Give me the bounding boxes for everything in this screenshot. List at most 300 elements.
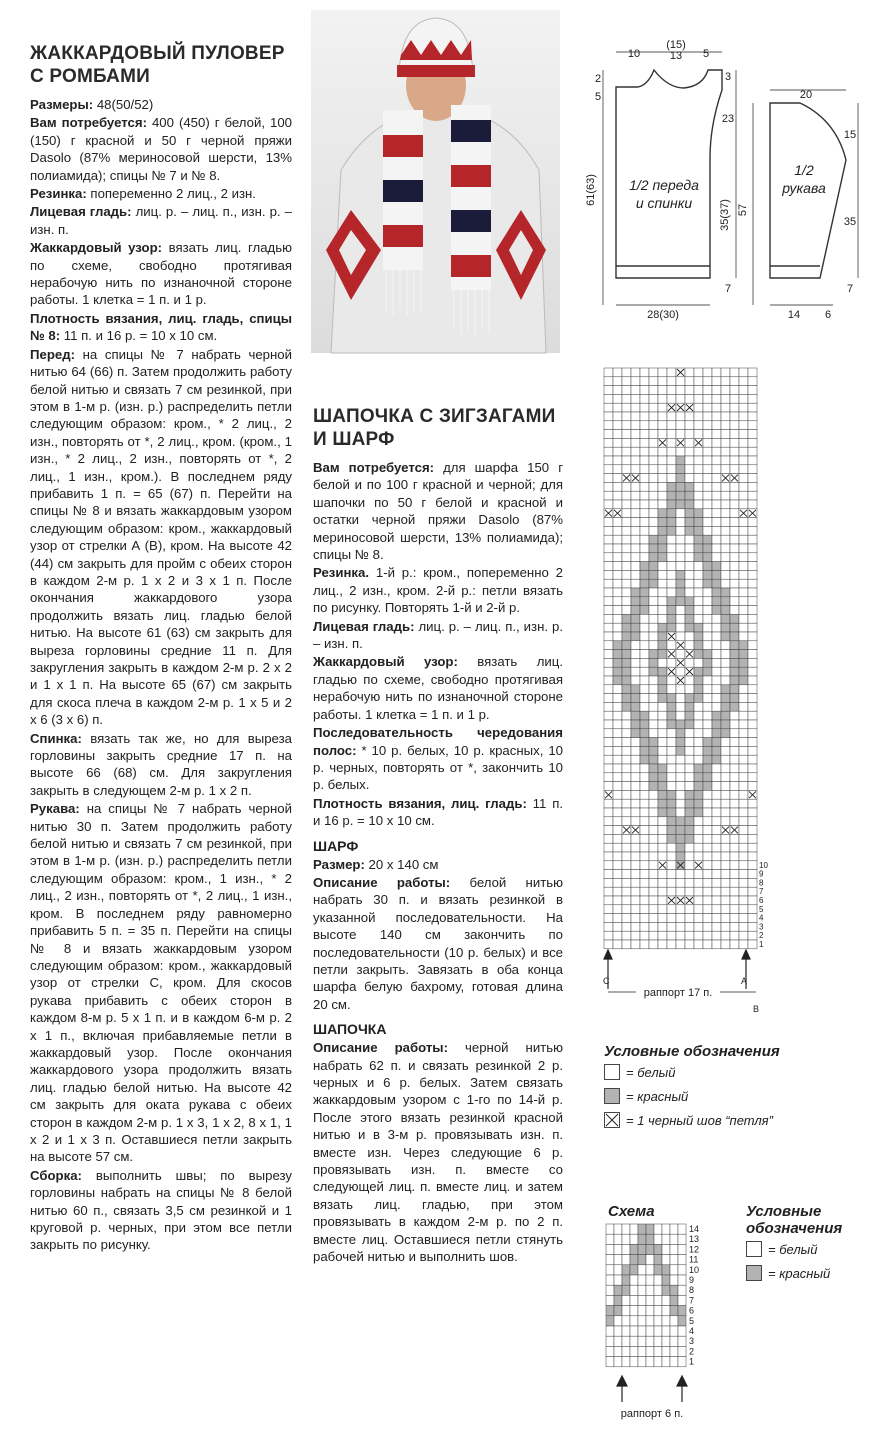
chart2-cell <box>662 1224 670 1234</box>
chart-cell <box>748 738 757 747</box>
chart-cell <box>604 562 613 571</box>
chart-cell <box>703 500 712 509</box>
chart-cell <box>640 834 649 843</box>
chart-cell <box>649 394 658 403</box>
chart-cell <box>604 817 613 826</box>
chart-cell <box>658 394 667 403</box>
chart-cell <box>631 500 640 509</box>
chart-cell <box>667 465 676 474</box>
chart2-cell <box>606 1265 614 1275</box>
chart-cell <box>739 878 748 887</box>
chart-cell <box>721 570 730 579</box>
chart-cell <box>712 650 721 659</box>
chart-cell <box>676 430 685 439</box>
chart-cell <box>640 421 649 430</box>
hat-jacquard-para <box>313 653 563 723</box>
chart-cell <box>604 729 613 738</box>
chart-cell <box>640 641 649 650</box>
chart-cell <box>640 764 649 773</box>
chart2-cell <box>662 1336 670 1346</box>
chart-cell <box>667 606 676 615</box>
chart-cell <box>694 887 703 896</box>
chart-cell <box>730 456 739 465</box>
chart-cell <box>658 544 667 553</box>
chart-cell <box>676 518 685 527</box>
chart2-cell <box>662 1234 670 1244</box>
chart-cell <box>604 694 613 703</box>
chart-cell <box>694 808 703 817</box>
chart-cell <box>667 922 676 931</box>
chart-cell <box>622 720 631 729</box>
chart-cell <box>658 720 667 729</box>
hat-sequence-text: * 10 р. белых, 10 р. красных, 10 р. черных, повторять от *, закончить 10 р. белых. <box>313 742 563 793</box>
chart-cell <box>721 562 730 571</box>
chart-cell <box>640 650 649 659</box>
chart-cell <box>730 526 739 535</box>
chart-cell <box>676 570 685 579</box>
chart-cell <box>739 834 748 843</box>
chart2-cell <box>662 1285 670 1295</box>
chart-cell <box>649 500 658 509</box>
chart-cell <box>712 773 721 782</box>
chart-cell <box>667 641 676 650</box>
chart2-row-number: 14 <box>689 1224 700 1234</box>
chart-cell <box>721 702 730 711</box>
chart-cell <box>739 922 748 931</box>
chart-cell <box>613 491 622 500</box>
chart-cell <box>694 412 703 421</box>
chart-cell <box>631 834 640 843</box>
chart-cell <box>631 412 640 421</box>
chart-cell <box>694 368 703 377</box>
chart-cell <box>739 861 748 870</box>
chart-cell <box>730 500 739 509</box>
front-piece-label1: 1/2 переда <box>629 177 699 193</box>
chart-cell <box>640 544 649 553</box>
chart-cell <box>703 826 712 835</box>
chart-cell <box>613 685 622 694</box>
chart-cell <box>703 773 712 782</box>
chart-cell <box>649 368 658 377</box>
chart2-cell <box>654 1336 662 1346</box>
chart-cell <box>721 394 730 403</box>
chart2-row-number: 8 <box>689 1285 695 1296</box>
cap-desc-text: черной нитью набрать 62 п. и связать резинкой 2 р. черных и 6 р. белых. Затем связать жаккардовым узором с 1-го по 14-й р. После этого вязать резинкой красной нитью и в 3-м р. провязывать изн. п. вместе изн. Через следующие 6 р. провязывать изн. п. вместе со следующей лиц. п. вместе лиц. и затем вязать лиц. гладью, при этом провязывать в каждом 2-м р. по 2 п. вместе лиц. Оставшиеся петли стянуть рабочей нитью и выполнить шов. <box>313 1040 563 1265</box>
chart-cell <box>631 614 640 623</box>
chart-cell <box>667 509 676 518</box>
chart-cell <box>739 843 748 852</box>
chart-cell <box>703 579 712 588</box>
chart-cell <box>604 403 613 412</box>
chart-cell <box>730 694 739 703</box>
chart-cell <box>721 755 730 764</box>
chart-cell <box>631 430 640 439</box>
chart-cell <box>694 597 703 606</box>
chart2-cell <box>646 1336 654 1346</box>
chart-cell <box>721 896 730 905</box>
chart-cell <box>649 412 658 421</box>
chart-cell <box>739 614 748 623</box>
chart-cell <box>694 764 703 773</box>
chart-cell <box>649 474 658 483</box>
chart2-title: Схема <box>608 1203 655 1220</box>
chart-cell <box>712 438 721 447</box>
chart-cell <box>748 887 757 896</box>
chart-cell <box>667 746 676 755</box>
chart-cell <box>649 852 658 861</box>
chart2-cell <box>654 1275 662 1285</box>
chart-cell <box>730 746 739 755</box>
chart-cell <box>604 878 613 887</box>
chart-cell <box>730 421 739 430</box>
chart-cell <box>730 720 739 729</box>
chart-cell <box>730 403 739 412</box>
chart-cell <box>721 940 730 949</box>
chart2-row-number: 4 <box>689 1326 695 1336</box>
chart-cell <box>604 386 613 395</box>
chart-cell <box>739 500 748 509</box>
chart-cell <box>685 562 694 571</box>
chart-cell <box>667 711 676 720</box>
chart-cell <box>667 782 676 791</box>
back-para <box>30 730 292 800</box>
chart-cell <box>604 843 613 852</box>
chart-cell <box>604 720 613 729</box>
chart2-cell <box>614 1255 622 1265</box>
chart-cell <box>622 491 631 500</box>
chart1-row-number: 10 <box>759 860 768 870</box>
chart2-cell <box>662 1316 670 1326</box>
chart-cell <box>640 799 649 808</box>
chart-cell <box>685 861 694 870</box>
chart-cell <box>613 553 622 562</box>
chart-cell <box>622 456 631 465</box>
chart-cell <box>703 738 712 747</box>
chart-cell <box>712 368 721 377</box>
chart-cell <box>667 623 676 632</box>
chart-cell <box>658 623 667 632</box>
chart-cell <box>667 500 676 509</box>
chart-cell <box>730 658 739 667</box>
chart-cell <box>685 711 694 720</box>
chart-cell <box>694 377 703 386</box>
chart-cell <box>658 650 667 659</box>
chart-cell <box>640 614 649 623</box>
chart-cell <box>721 685 730 694</box>
front-piece-label2: и спинки <box>635 195 693 211</box>
jacquard-para <box>30 239 292 309</box>
chart-cell <box>712 729 721 738</box>
chart-cell <box>694 456 703 465</box>
chart2-cell <box>630 1316 638 1326</box>
chart-cell <box>640 667 649 676</box>
chart-cell <box>631 421 640 430</box>
chart-cell <box>613 676 622 685</box>
chart-cell <box>703 465 712 474</box>
chart-cell <box>694 403 703 412</box>
chart-cell <box>694 676 703 685</box>
chart-cell <box>703 676 712 685</box>
chart-cell <box>640 509 649 518</box>
chart-cell <box>748 834 757 843</box>
chart-cell <box>721 447 730 456</box>
chart-cell <box>712 474 721 483</box>
chart-cell <box>631 729 640 738</box>
dim-3-label: 3 <box>724 71 732 83</box>
chart2-cell <box>606 1346 614 1356</box>
chart-cell <box>739 782 748 791</box>
chart-cell <box>631 623 640 632</box>
chart-cell <box>730 588 739 597</box>
chart-cell <box>730 667 739 676</box>
chart-cell <box>721 526 730 535</box>
chart-cell <box>604 905 613 914</box>
assembly-label: Сборка: <box>30 1167 82 1183</box>
chart-cell <box>685 368 694 377</box>
hat-need-label: Вам потребуется: <box>313 460 435 475</box>
chart-cell <box>712 852 721 861</box>
chart2-cell <box>654 1357 662 1367</box>
chart-cell <box>604 808 613 817</box>
chart-cell <box>694 430 703 439</box>
chart-cell <box>730 518 739 527</box>
chart-cell <box>721 482 730 491</box>
chart-cell <box>739 597 748 606</box>
chart-cell <box>712 922 721 931</box>
chart-cell <box>649 667 658 676</box>
chart-cell <box>739 711 748 720</box>
chart-cell <box>703 870 712 879</box>
chart-cell <box>712 720 721 729</box>
chart-cell <box>730 931 739 940</box>
chart-cell <box>748 403 757 412</box>
chart2-cell <box>614 1306 622 1316</box>
chart-cell <box>676 377 685 386</box>
chart-cell <box>622 500 631 509</box>
chart-cell <box>739 870 748 879</box>
chart2-cell <box>630 1224 638 1234</box>
chart-cell <box>631 482 640 491</box>
chart-cell <box>622 650 631 659</box>
chart-cell <box>685 597 694 606</box>
chart-cell <box>721 729 730 738</box>
chart2-cell <box>606 1357 614 1367</box>
chart-cell <box>622 632 631 641</box>
chart-cell <box>658 386 667 395</box>
chart-cell <box>658 412 667 421</box>
chart-cell <box>631 544 640 553</box>
chart-cell <box>649 931 658 940</box>
chart-cell <box>658 553 667 562</box>
chart-cell <box>649 614 658 623</box>
chart2-cell <box>670 1224 678 1234</box>
chart-cell <box>649 685 658 694</box>
chart-cell <box>604 870 613 879</box>
chart-cell <box>730 632 739 641</box>
dim-5v-label: 5 <box>594 91 602 103</box>
chart-cell <box>739 676 748 685</box>
chart-cell <box>622 518 631 527</box>
chart-cell <box>676 808 685 817</box>
chart-cell <box>730 834 739 843</box>
chart-cell <box>712 940 721 949</box>
chart-cell <box>613 650 622 659</box>
chart-cell <box>730 614 739 623</box>
chart-cell <box>694 790 703 799</box>
chart-cell <box>613 386 622 395</box>
chart-cell <box>631 861 640 870</box>
chart-cell <box>631 667 640 676</box>
chart-cell <box>622 738 631 747</box>
chart-cell <box>622 808 631 817</box>
chart-cell <box>721 922 730 931</box>
chart2-cell <box>606 1326 614 1336</box>
chart-cell <box>712 702 721 711</box>
chart-cell <box>730 509 739 518</box>
chart-cell <box>730 896 739 905</box>
chart2-cell <box>606 1336 614 1346</box>
chart2-cell <box>670 1357 678 1367</box>
chart-cell <box>649 940 658 949</box>
chart-cell <box>703 456 712 465</box>
chart-cell <box>667 394 676 403</box>
chart2-row-number: 1 <box>689 1356 695 1367</box>
chart-cell <box>694 896 703 905</box>
chart-cell <box>721 535 730 544</box>
chart-cell <box>613 535 622 544</box>
chart-cell <box>604 755 613 764</box>
chart-cell <box>667 614 676 623</box>
chart-cell <box>712 667 721 676</box>
chart-cell <box>640 729 649 738</box>
chart-cell <box>613 588 622 597</box>
chart-cell <box>631 491 640 500</box>
chart-cell <box>703 878 712 887</box>
dim-15s-label: 15 <box>843 129 857 141</box>
chart-cell <box>640 474 649 483</box>
chart-cell <box>667 535 676 544</box>
chart-cell <box>676 500 685 509</box>
chart-cell <box>721 456 730 465</box>
chart-cell <box>748 658 757 667</box>
chart-cell <box>631 650 640 659</box>
chart-cell <box>685 386 694 395</box>
chart-cell <box>703 667 712 676</box>
chart-cell <box>712 553 721 562</box>
chart2-cell <box>622 1346 630 1356</box>
chart-cell <box>640 658 649 667</box>
dim-61-label: 61(63) <box>585 174 597 206</box>
chart2-cell <box>646 1316 654 1326</box>
chart-cell <box>613 878 622 887</box>
legend-hat-title1: Условные <box>746 1203 822 1220</box>
chart-cell <box>640 702 649 711</box>
hat-need-para <box>313 459 563 563</box>
chart-cell <box>631 641 640 650</box>
chart-cell <box>604 623 613 632</box>
chart-cell <box>721 773 730 782</box>
chart-cell <box>712 597 721 606</box>
chart-cell <box>604 588 613 597</box>
chart-cell <box>694 782 703 791</box>
chart-cell <box>631 509 640 518</box>
chart-cell <box>730 491 739 500</box>
chart-cell <box>604 579 613 588</box>
chart2-cell <box>662 1275 670 1285</box>
chart-cell <box>676 870 685 879</box>
chart2-cell <box>638 1255 646 1265</box>
chart-cell <box>622 922 631 931</box>
chart-cell <box>649 738 658 747</box>
chart-cell <box>649 658 658 667</box>
chart-cell <box>667 720 676 729</box>
chart-cell <box>622 526 631 535</box>
chart-cell <box>703 606 712 615</box>
chart-cell <box>640 914 649 923</box>
dim-14-label: 14 <box>787 309 801 321</box>
dim-28-label: 28(30) <box>647 309 679 321</box>
chart2-repeat-label: раппорт 6 п. <box>620 1408 684 1420</box>
chart-cell <box>667 843 676 852</box>
chart-cell <box>604 544 613 553</box>
sizes-para <box>30 96 292 113</box>
chart2-cell <box>654 1306 662 1316</box>
chart2-cell <box>622 1316 630 1326</box>
chart-cell <box>631 922 640 931</box>
chart2-cell <box>646 1244 654 1254</box>
chart-cell <box>739 465 748 474</box>
chart-cell <box>622 914 631 923</box>
chart-cell <box>739 790 748 799</box>
arrow-b-label: B <box>753 1004 760 1014</box>
model-photo <box>311 10 560 353</box>
chart-cell <box>676 782 685 791</box>
chart-cell <box>694 632 703 641</box>
chart-cell <box>721 632 730 641</box>
chart-cell <box>622 843 631 852</box>
chart-cell <box>622 667 631 676</box>
chart-cell <box>694 843 703 852</box>
chart-cell <box>703 922 712 931</box>
assembly-para <box>30 1167 292 1254</box>
chart-cell <box>721 738 730 747</box>
chart-cell <box>739 914 748 923</box>
stockinette-para <box>30 203 292 238</box>
chart2-cell <box>630 1244 638 1254</box>
chart2-cell <box>646 1265 654 1275</box>
chart-cell <box>712 632 721 641</box>
chart2-cell <box>622 1306 630 1316</box>
sizes-label: Размеры: <box>30 97 94 112</box>
chart-cell <box>631 676 640 685</box>
chart2-cell <box>614 1336 622 1346</box>
chart2-cell <box>670 1326 678 1336</box>
chart-cell <box>658 667 667 676</box>
chart-cell <box>649 694 658 703</box>
chart2-row-number: 3 <box>689 1336 695 1347</box>
chart-cell <box>604 658 613 667</box>
chart-cell <box>703 782 712 791</box>
chart-cell <box>703 588 712 597</box>
chart-cell <box>613 746 622 755</box>
chart-cell <box>748 474 757 483</box>
chart-cell <box>748 808 757 817</box>
chart-cell <box>748 650 757 659</box>
chart-cell <box>622 878 631 887</box>
chart2-cell <box>638 1285 646 1295</box>
legend-red-row <box>604 1084 864 1108</box>
chart-cell <box>703 808 712 817</box>
